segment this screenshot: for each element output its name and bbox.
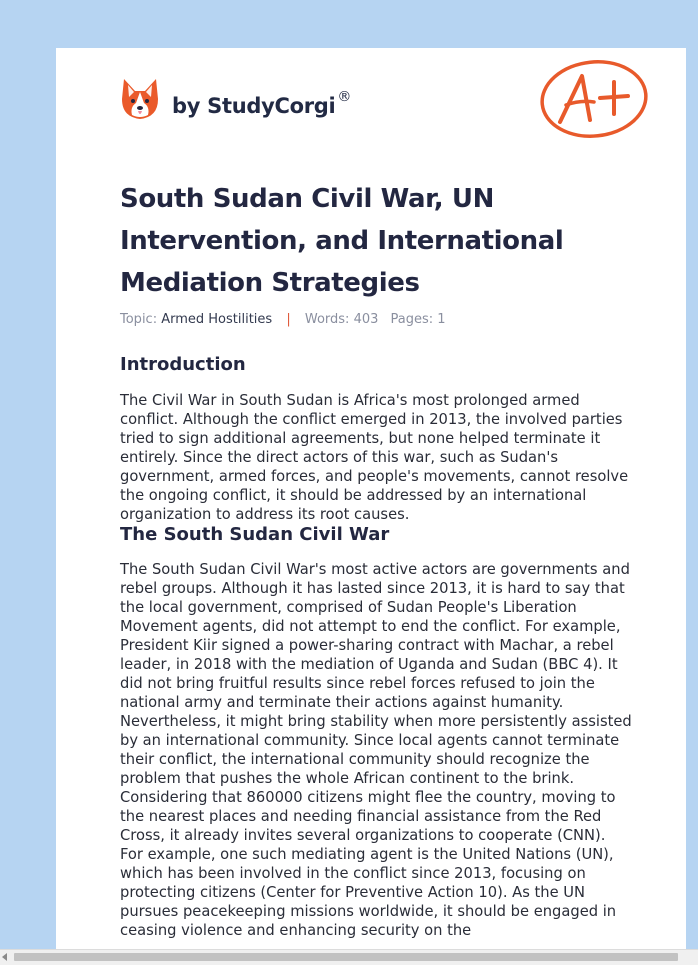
section-paragraph-introduction: The Civil War in South Sudan is Africa's most prolonged armed conflict. Although the conflict emerged in 2013, the involved parties tried to sign additional agreements, but none helped terminate it entirely. Since the direct actors of this war, such as Sudan's government, armed forces, and people's movements, cannot resolve the ongoing conflict, it should be addressed by an international organization to address its root causes. [120, 392, 629, 523]
document-title: South Sudan Civil War, UN Intervention, and International Mediation Strategies [120, 184, 564, 298]
horizontal-scrollbar[interactable] [0, 949, 698, 965]
word-count: Words: 403 [304, 312, 379, 327]
brand-logo[interactable] [120, 75, 351, 123]
meta-separator: | [286, 312, 291, 327]
section-heading-introduction: Introduction [120, 354, 246, 375]
brand-name: by StudyCorgi ® [172, 88, 352, 118]
section-heading-civil-war: The South Sudan Civil War [120, 524, 390, 545]
page-count: Pages: 1 [390, 312, 446, 327]
scroll-thumb[interactable] [14, 953, 678, 961]
document-page [56, 48, 686, 964]
scroll-left-arrow-icon[interactable] [2, 953, 7, 961]
corgi-logo-icon [120, 77, 160, 121]
topic-link[interactable]: Armed Hostilities [161, 312, 273, 327]
section-paragraph-civil-war: The South Sudan Civil War's most active actors are governments and rebel groups. Although it has lasted since 2013, it is hard to say that the local government, comprised of Sudan People's Liberation Movement agents, did not attempt to end the conflict. For example, President Kiir signed a power-sharing contract with Machar, a rebel leader, in 2018 with the mediation of Uganda and Sudan (BBC 4). It did not bring fruitful results since rebel forces refused to join the national army and terminate their actions against humanity. Nevertheless, it might bring stability when more persistently assisted by an international community. Since local agents cannot terminate their conflict, the international community should recognize the problem that pushes the whole African continent to the brink. Considering that 860000 citizens might flee the country, moving to the nearest places and needing financial assistance from the Red Cross, it already invites several organizations to cooperate (CNN). For example, one such mediating agent is the United Nations (UN), which has been involved in the conflict since 2013, focusing on protecting citizens (Center for Preventive Action 10). As the UN pursues peacekeeping missions worldwide, it should be engaged in ceasing violence and enhancing security on the [120, 561, 632, 939]
a-plus-grade-icon [538, 58, 650, 140]
topic-label: Topic: [120, 312, 158, 327]
document-meta [120, 312, 446, 327]
